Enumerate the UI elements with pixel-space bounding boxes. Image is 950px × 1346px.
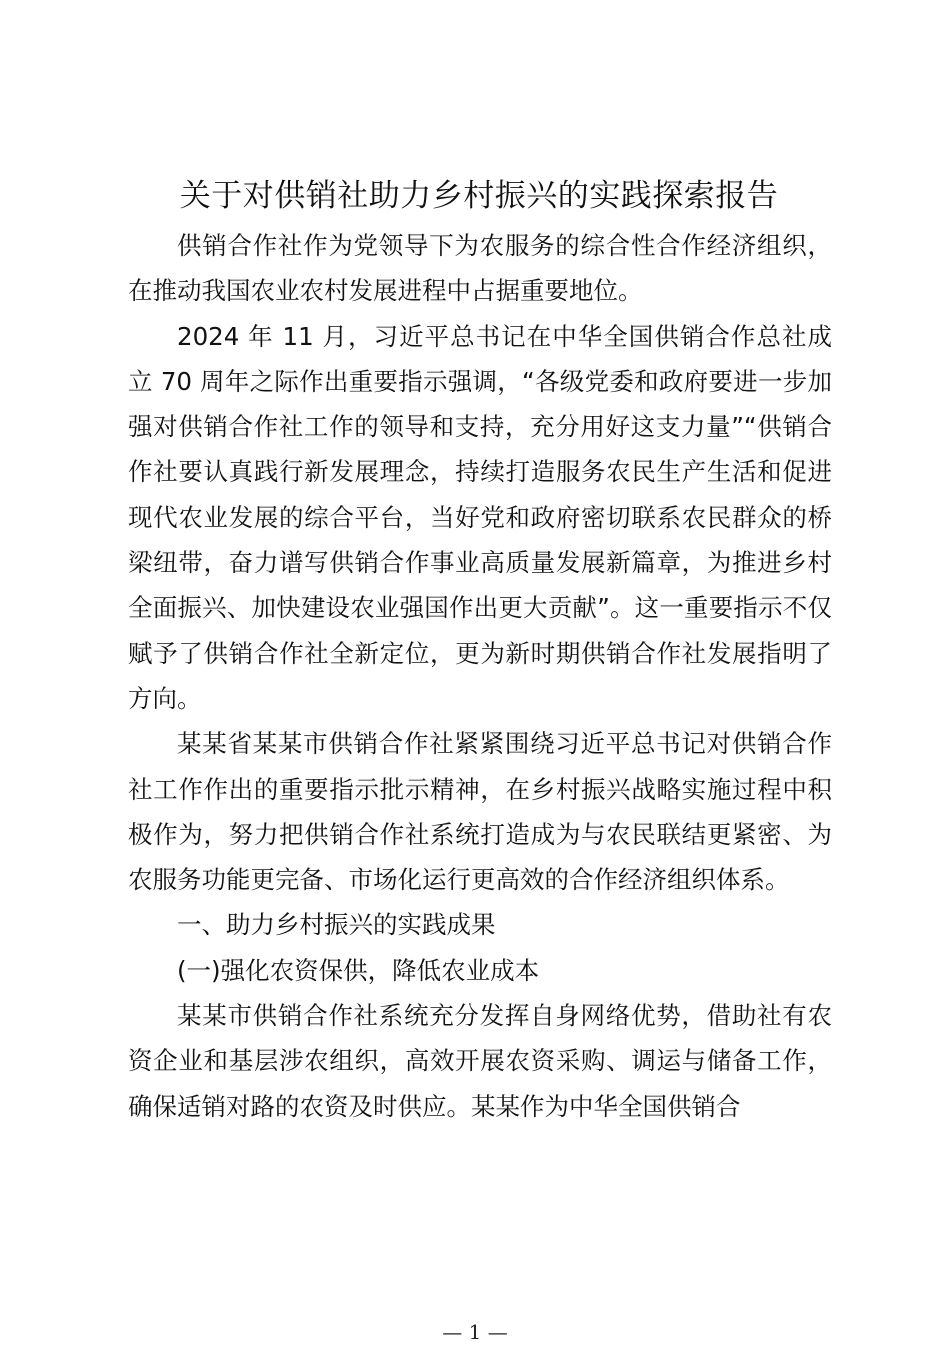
paragraph-city-overview: 某某省某某市供销合作社紧紧围绕习近平总书记对供销合作社工作作出的重要指示批示精神，在乡村振兴战略实施过程中积极作为，努力把供销合作社系统打造成为与农民联结更紧密、为农服务功能更完备、市场化运行更高效的合作经济组织体系。 [128,729,832,895]
page-number: — 1 — [442,1320,508,1344]
subsection-heading-1: (一)强化农资保供，降低农业成本 [177,955,540,985]
paragraph-supply: 某某市供销合作社系统充分发挥自身网络优势，借助社有农资企业和基层涉农组织，高效开展农资采购、调运与储备工作，确保适销对路的农资及时供应。某某作为中华全国供销合 [128,1001,832,1121]
paragraph-intro: 供销合作社作为党领导下为农服务的综合性合作经济组织，在推动我国农业农村发展进程中占据重要地位。 [128,231,832,306]
paragraph-instruction: 2024 年 11 月，习近平总书记在中华全国供销合作总社成立 70 周年之际作出重要指示强调，“各级党委和政府要进一步加强对供销合作社工作的领导和支持，充分用好这支力量”“供销合作社要认真践行新发展理念，持续打造服务农民生产生活和促进现代农业发展的综合平台，当好党和政府密切联系农民群众的桥梁纽带，奋力谱写供销合作事业高质量发展新篇章，为推进乡村全面振兴、加快建设农业强国作出更大贡献”。这一重要指示不仅赋予了供销合作社全新定位，更为新时期供销合作社发展指明了方向。 [128,321,832,713]
document-body [128,223,832,1129]
document-title: 关于对供销社助力乡村振兴的实践探索报告 [179,178,779,214]
section-heading-1: 一、助力乡村振兴的实践成果 [177,910,496,940]
